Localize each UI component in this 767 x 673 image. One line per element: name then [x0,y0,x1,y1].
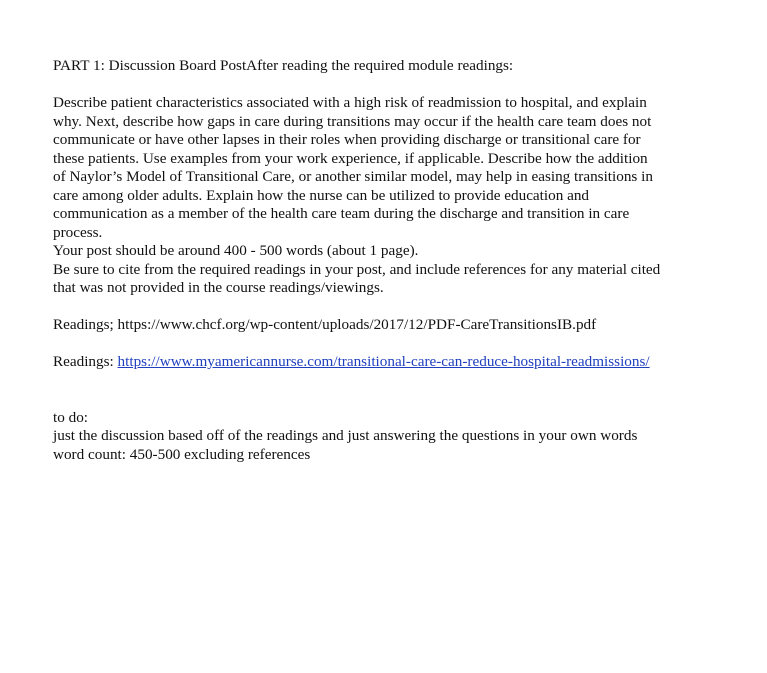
todo-section [53,409,703,465]
citation-line: Be sure to cite from the required readings in your post, and include references for any material cited [53,260,661,278]
todo-label: to do: [53,408,89,426]
prompt-line: these patients. Use examples from your work experience, if applicable. Describe how the addition [53,149,648,167]
document-body [53,57,703,464]
reading-two-prefix: Readings: [53,353,118,370]
heading-text: PART 1: Discussion Board PostAfter reading the required module readings: [53,57,514,74]
reading-two-line [53,353,703,372]
reading-one [53,316,703,335]
length-note [53,242,703,261]
spacer [53,76,703,95]
reading-two [53,353,703,372]
assignment-prompt [53,94,703,242]
citation-line: that was not provided in the course readings/viewings. [53,279,384,296]
reading-one-text: Readings; https://www.chcf.org/wp-content/uploads/2017/12/PDF-CareTransitionsIB.pdf [53,316,597,333]
prompt-line: communicate or have other lapses in their roles when providing discharge or transitional care for [53,131,641,148]
prompt-line: care among older adults. Explain how the nurse can be utilized to provide education and [53,186,590,204]
length-note-text: Your post should be around 400 - 500 words (about 1 page). [53,242,419,259]
todo-line: just the discussion based off of the readings and just answering the questions in your own words [53,427,638,444]
prompt-line: communication as a member of the health care team during the discharge and transition in care [53,205,630,222]
prompt-line: why. Next, describe how gaps in care during transitions may occur if the health care team does not [53,112,652,130]
spacer [53,335,703,354]
prompt-line: process. [53,223,103,241]
spacer [53,372,703,409]
spacer [53,298,703,317]
citation-instructions [53,261,703,298]
document-heading [53,57,703,76]
prompt-line: Describe patient characteristics associated with a high risk of readmission to hospital, and explain [53,94,647,111]
todo-word-count: word count: 450-500 excluding references [53,445,311,463]
reading-two-link[interactable]: https://www.myamericannurse.com/transitional-care-can-reduce-hospital-readmissions/ [117,353,650,370]
prompt-line: of Naylor’s Model of Transitional Care, or another similar model, may help in easing transitions in [53,168,653,185]
